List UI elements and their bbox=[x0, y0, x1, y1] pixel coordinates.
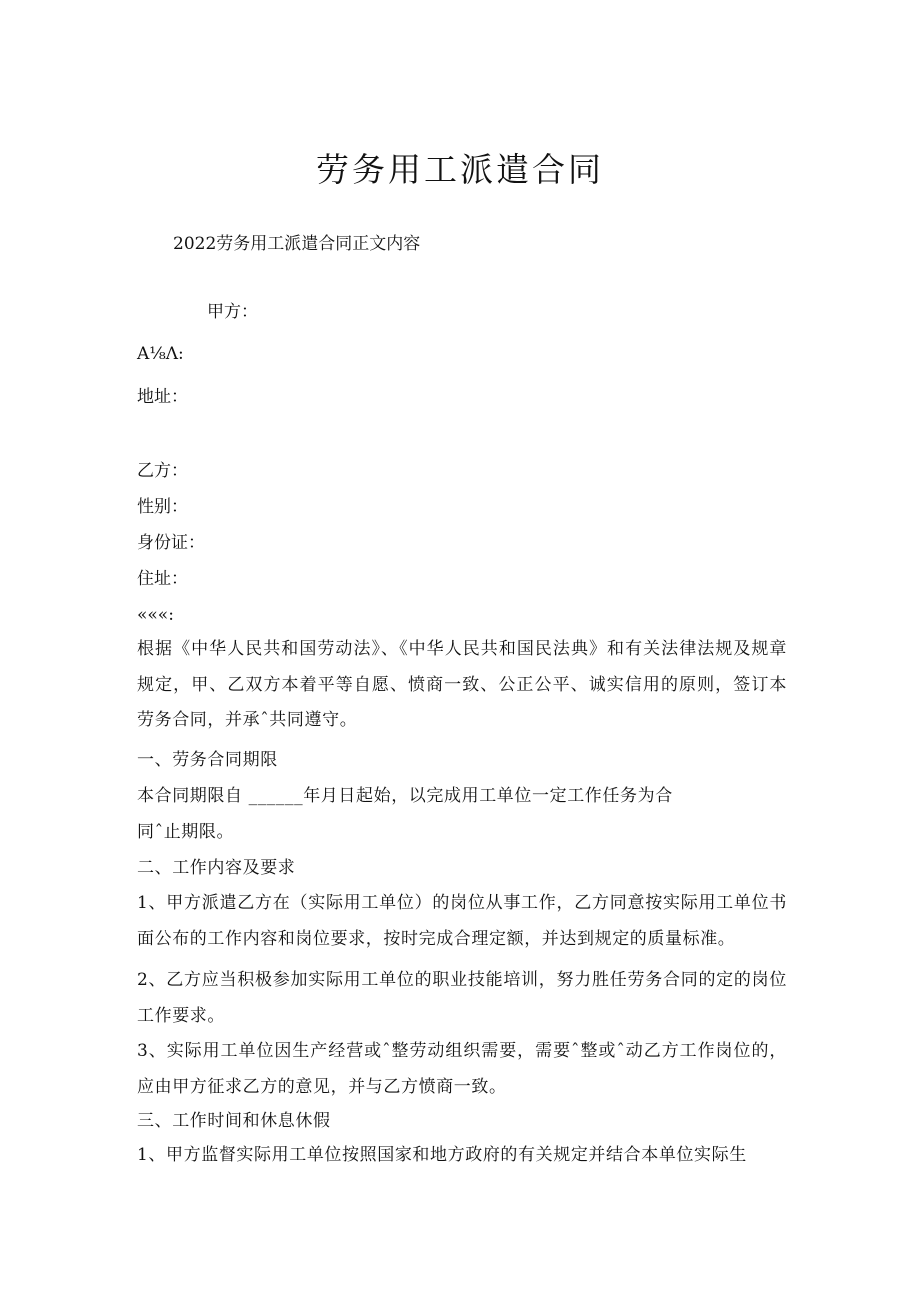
party-a-address: 地址： bbox=[137, 387, 188, 407]
section-3-item-1: 1、甲方监督实际用工单位按照国家和地方政府的有关规定并结合本单位实际生 bbox=[137, 1145, 747, 1165]
section-1-line-1: 本合同期限自 ______年月日起始，以完成用工单位一定工作任务为合 bbox=[137, 786, 673, 806]
section-2-item-1: 1、甲方派遣乙方在（实际用工单位）的岗位从事工作，乙方同意按实际用工单位书面公布的工作内容和岗位要求，按时完成合理定额，并达到规定的质量标准。 bbox=[137, 893, 787, 949]
section-2-item-3: 3、实际用工单位因生产经营或ˆ整劳动组织需要，需要ˆ整或ˆ动乙方工作岗位的，应由甲方征求乙方的意见，并与乙方愤商一致。 bbox=[137, 1041, 787, 1097]
party-b-gender: 性别： bbox=[137, 497, 188, 517]
section-1-line-2: 同ˆ止期限。 bbox=[137, 822, 235, 842]
section-2-item-2: 2、乙方应当积极参加实际用工单位的职业技能培训，努力胜任劳务合同的定的岗位工作要求。 bbox=[137, 970, 787, 1026]
section-3-heading: 三、工作时间和休息休假 bbox=[137, 1111, 331, 1131]
document-subtitle: 2022劳务用工派遣合同正文内容 bbox=[173, 234, 421, 254]
document-title: 劳务用工派遣合同 bbox=[316, 150, 604, 189]
party-a-label: 甲方： bbox=[207, 302, 258, 322]
section-1-heading: 一、劳务合同期限 bbox=[137, 750, 278, 770]
party-a-garbled-label: A⅛Λ: bbox=[137, 344, 184, 364]
party-b-garbled-label: «««: bbox=[137, 605, 174, 625]
party-b-id-card: 身份证： bbox=[137, 533, 205, 553]
preamble-paragraph: 根据《中华人民共和国劳动法》、《中华人民共和国民法典》和有关法律法规及规章规定，甲、乙双方本着平等自愿、愤商一致、公正公平、诚实信用的原则，签订本劳务合同，并承ˆ共同遵守。 bbox=[137, 639, 787, 730]
section-2-heading: 二、工作内容及要求 bbox=[137, 858, 296, 878]
party-b-residence: 住址： bbox=[137, 569, 188, 589]
party-b-label: 乙方： bbox=[137, 461, 188, 481]
